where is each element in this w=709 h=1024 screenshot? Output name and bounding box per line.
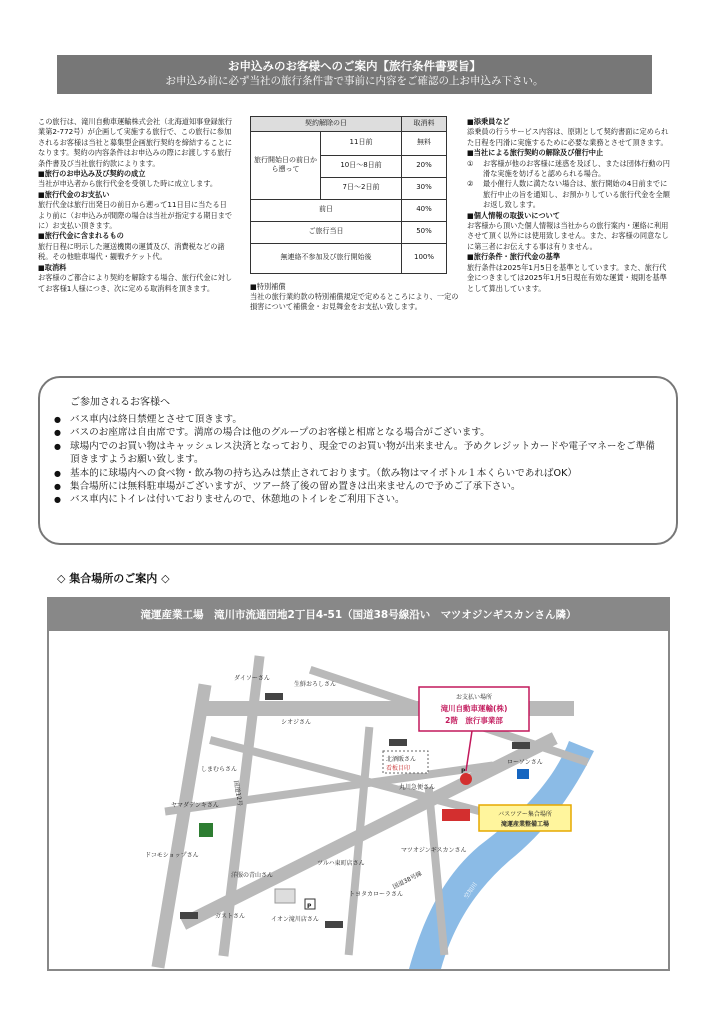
meeting-place-header: 滝運産業工場 滝川市流通団地2丁目4-51（国道38号線沿い マツオジンギスカンさん隣） [49, 599, 668, 631]
aeon-building [275, 889, 295, 903]
section-heading: ■旅行条件・旅行代金の基準 [467, 252, 561, 262]
map-label-toyota: トヨタカローラさん [349, 891, 404, 898]
map-label-yamada: ヤマダデンキさん [171, 802, 219, 809]
table-cell-days: 11日前 [321, 131, 402, 155]
map-label-parking: P [461, 768, 466, 775]
notice-list [54, 413, 658, 507]
map-label-gusto: ガストさん [215, 913, 246, 920]
lawson-icon [517, 769, 529, 779]
map-label-parking: P [307, 903, 312, 910]
special-compensation-text: 当社の旅行業約款の特別補償規定で定めるところにより、一定の損害について補償金・お見舞金をお支払い致します。 [250, 291, 459, 312]
payment-callout-line: お支払い場所 [455, 694, 493, 701]
banner-title: お申込みのお客様へのご案内【旅行条件書要旨】 [228, 59, 481, 73]
section-text: 旅行条件は2025年1月5日を基準としています。また、旅行代金につきましては2025年1月5日現在有効な運賃・規則を基準として算出しています。 [467, 262, 667, 293]
bus-icon [442, 809, 470, 821]
meeting-map [49, 631, 668, 969]
table-group-label: 旅行開始日の前日から遡って [251, 131, 321, 199]
map-label-tsuruha: ツルハ東町店さん [317, 860, 365, 867]
table-cell-fee: 40% [402, 199, 447, 221]
traffic-light-icon [265, 693, 283, 700]
section-heading: ■取消料 [38, 262, 67, 272]
table-cell-label: 無連絡不参加及び旅行開始後 [251, 243, 402, 273]
meeting-section-title: ◇ 集合場所のご案内 ◇ [57, 572, 170, 585]
list-number: ① [467, 158, 474, 168]
map-label-kitasake: 北酒販さん [386, 756, 417, 763]
section-heading: ■旅行代金のお支払い [38, 189, 110, 199]
bullet-icon: ● [54, 415, 61, 424]
traffic-light-icon [389, 739, 407, 746]
notice-item [54, 440, 658, 467]
section-text: 添乗員の行うサービス内容は、原則として契約書面に定められた日程を円滑に実施するために必要な業務とさせて頂きます。 [467, 127, 669, 147]
section-heading: ■旅行のお申込み及び契約の成立 [38, 169, 146, 179]
participant-notice-box [38, 376, 678, 545]
section-text: 旅行日程に明示した運送機関の運賃及び、消費税などの諸税。その他駐車場代・観戦チケット代。 [38, 241, 225, 262]
map-label-route-38: 国道38号線 [391, 870, 424, 891]
map-label-docomo: ドコモショップさん [145, 852, 199, 859]
map-label-lawson: ローソンさん [507, 759, 543, 766]
payment-callout-line: 滝川自動車運輸(株) [440, 704, 508, 713]
section-text: この旅行は、滝川自動車運輸株式会社（北海道知事登録旅行業第2-772号）が企画して実施する旅行で、この旅行に参加されるお客様は当社と募集型企画旅行契約を締結することになります。契約の内容条件はお申込みの際にお渡しする旅行条件書及び当社旅行約款によります。 [38, 117, 233, 168]
table-cell-label: 前日 [251, 199, 402, 221]
section-heading: ■当社による旅行契約の解除及び催行中止 [467, 148, 604, 158]
table-header-date: 契約解除の日 [251, 117, 402, 132]
list-item [467, 159, 672, 180]
notice-text: 球場内でのお買い物はキャッシュレス決済となっており、現金でのお買い物が出来ません。予めクレジットカードや電子マネーをご準備頂きますようお願い致します。 [70, 440, 655, 466]
map-label-marukawa: 丸川急便さん [399, 784, 436, 791]
traffic-light-icon [512, 742, 530, 749]
special-compensation [250, 282, 460, 313]
table-cell-fee: 100% [402, 243, 447, 273]
section-text: 旅行代金は旅行出発日の前日から遡って11日目に当たる日より前に（お申込みが間際の場合は当社が指定する期日までに）お支払い頂きます。 [38, 200, 233, 231]
section-heading: ■旅行代金に含まれるもの [38, 231, 124, 241]
special-compensation-heading: ■特別補償 [250, 281, 286, 291]
notice-text: バス車内にトイレは付いておりませんので、休憩地のトイレをご利用下さい。 [70, 494, 405, 506]
section-heading: ■添乗員など [467, 117, 510, 126]
meeting-map-frame [47, 597, 670, 971]
map-label-daiso: ダイソーさん [234, 675, 270, 682]
notice-item [54, 467, 658, 480]
section-heading: ■個人情報の取扱いについて [467, 210, 560, 220]
notice-text: 集合場所には無料駐車場がございますが、ツアー終了後の留め置きは出来ませんので予めご了承下さい。 [70, 481, 521, 493]
section-text: 当社が申込者から旅行代金を受領した時に成立します。 [38, 179, 218, 189]
table-cell-fee: 50% [402, 221, 447, 243]
terms-right-column [467, 117, 672, 294]
map-label-yoshoku: 洋服の青山さん [231, 872, 274, 879]
map-label-kitasake-note: 看板目印 [386, 765, 411, 772]
terms-left-column [38, 117, 234, 294]
map-label-shimamura: しまむらさん [201, 766, 238, 773]
notice-item [54, 480, 658, 493]
table-header-fee: 取消料 [402, 117, 447, 132]
bullet-icon: ● [54, 482, 61, 492]
bullet-icon: ● [54, 495, 61, 505]
list-text: お客様が他のお客様に迷惑を及ぼし、または団体行動の円滑な実施を妨げると認められる場合。 [483, 158, 670, 179]
map-label-route-12: 国道12号 [232, 780, 244, 807]
map-label-seisen: 生鮮おろしさん [294, 681, 337, 688]
map-label-river: 空知川 [462, 881, 479, 901]
notice-item [54, 413, 658, 426]
bullet-icon: ● [54, 468, 61, 478]
cancellation-fee-table [250, 116, 447, 274]
terms-banner [57, 55, 652, 94]
map-label-matsuo: マツオジンギスカンさん [401, 847, 467, 854]
notice-item [54, 426, 658, 439]
seven-eleven-icon [199, 823, 213, 837]
table-cell-label: ご旅行当日 [251, 221, 402, 243]
table-cell-fee: 20% [402, 155, 447, 177]
table-cell-fee: 30% [402, 177, 447, 199]
section-text: お客様から頂いた個人情報は当社からの旅行案内・運絡に利用させて頂く以外には使用致しません。また、お客様の同意なしに第三者にお伝えする事は有りません。 [467, 221, 669, 251]
bus-callout-line: バスツアー集合場所 [498, 811, 552, 818]
section-text: お客様のご都合により契約を解除する場合、旅行代金に対してお客様1人様につき、次に定める取消料を頂きます。 [38, 273, 233, 293]
list-text: 最小催行人数に満たない場合は、旅行開始の4日前までに旅行中止の旨を通知し、お預かりしている旅行代金を全額お返し致します。 [483, 179, 670, 210]
payment-callout-line: 2階 旅行事業部 [445, 716, 503, 725]
traffic-light-icon [180, 912, 198, 919]
bus-callout-line: 滝運産業整備工場 [500, 821, 550, 828]
terms-middle-column [250, 116, 460, 313]
notice-item [54, 493, 658, 506]
map-label-aeon: イオン滝川店さん [271, 916, 319, 923]
bullet-icon: ● [54, 441, 61, 451]
banner-subtitle: お申込み前に必ず当社の旅行条件書で事前に内容をご確認の上お申込み下さい。 [165, 75, 544, 87]
table-cell-days: 10日〜8日前 [321, 155, 402, 177]
list-item [467, 179, 672, 210]
notice-title: ご参加されるお客様へ [70, 397, 170, 408]
list-number: ② [467, 179, 474, 189]
table-cell-days: 7日〜2日前 [321, 177, 402, 199]
bullet-icon: ● [54, 428, 61, 438]
notice-text: バスのお座席は自由席です。満席の場合は他のグループのお客様と相席となる場合がございます。 [70, 427, 490, 439]
map-label-shioji: シオジさん [281, 719, 312, 726]
notice-text: 基本的に球場内への食べ物・飲み物の持ち込みは禁止されております。（飲み物はマイボトル１本くらいであればOK） [70, 467, 577, 479]
traffic-light-icon [325, 921, 343, 928]
table-cell-fee: 無料 [402, 131, 447, 155]
notice-text: バス車内は終日禁煙とさせて頂きます。 [70, 414, 242, 425]
